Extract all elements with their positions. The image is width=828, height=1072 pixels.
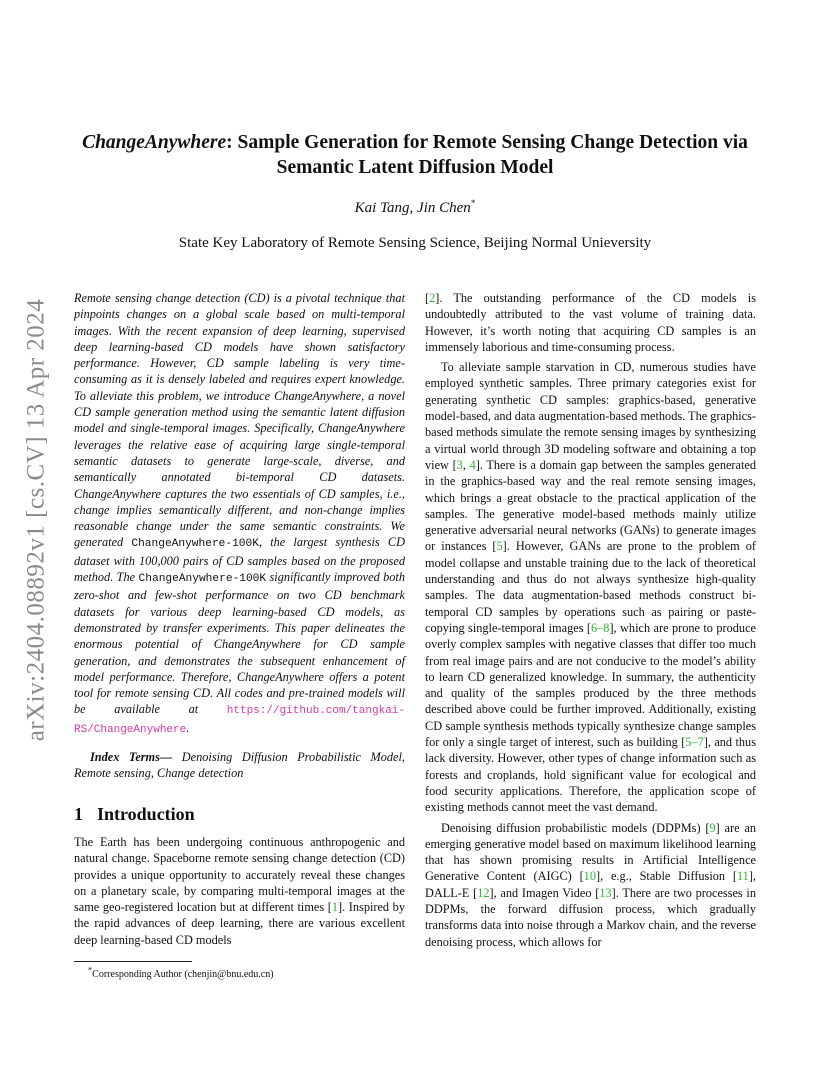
text-run: ]. However, GANs are prone to the problem of model collapse and unstable training due to the lack of theoretical understanding and thus do not always synthesize high-quality samples. The data augmentation-based methods construct bi-temporal CD samples by operations such as pairing or paste-copying single-temporal images [: [425, 539, 756, 635]
text-run: Denoising diffusion probabilistic models (DDPMs) [: [441, 820, 710, 835]
citation-link[interactable]: 9: [709, 820, 716, 835]
paper-title: [70, 130, 760, 180]
repo-link[interactable]: https://github.com/tangkai-RS/ChangeAnywhere: [74, 705, 405, 736]
citation-link[interactable]: 1: [331, 900, 339, 915]
citation-link[interactable]: 3: [456, 457, 463, 472]
text-run: ]. There are two processes in DDPMs, the forward diffusion process, which gradually transforms data into noise through a Markov chain, and the reverse denoising process, which allows for: [425, 885, 756, 949]
citation-link[interactable]: 5–7: [685, 735, 704, 750]
abstract-end: .: [186, 720, 190, 735]
footnote: [74, 961, 405, 980]
index-terms-label: Index Terms—: [90, 750, 173, 765]
abstract-text-2: , the largest synthesis CD dataset with 100,000 pairs of CD samples based on the proposed method. The: [74, 535, 405, 585]
text-run: ], DALL-E [: [425, 869, 756, 900]
dataset-name-code: ChangeAnywhere-100K: [131, 538, 259, 551]
citation-link[interactable]: 13: [599, 885, 612, 900]
title-rest: : Sample Generation for Remote Sensing Change Detection via Semantic Latent Diffusion Model: [226, 132, 748, 178]
text-run: ], which are prone to produce overly complex samples with negative classes that differ too much from real image pairs and are not conducive to the model’s ability to learn CD generalized knowledge. In summary, the authenticity and quality of the samples produced by the three methods described above could be further improved. Additionally, existing CD sample synthesis methods typically synthesize change samples for only a single target of interest, such as building [: [425, 620, 756, 750]
abstract-text-1: Remote sensing change detection (CD) is a pivotal technique that pinpoints changes on a global scale based on multi-temporal images. With the recent expansion of deep learning, supervised deep learning-based CD models have shown satisfactory performance. However, CD sample labeling is very time-consuming as it is densely labeled and requires expert knowledge. To alleviate this problem, we introduce ChangeAnywhere, a novel CD sample generation method using the semantic latent diffusion model and single-temporal images. Specifically, ChangeAnywhere leverages the relative ease of acquiring large single-temporal semantic datasets to generate large-scale, diverse, and semantically annotated bi-temporal CD datasets. ChangeAnywhere captures the two essentials of CD samples, i.e., change implies semantically different, and non-change implies reasonable change under the same semantic constraints. We generated: [74, 291, 405, 550]
dataset-name-code: ChangeAnywhere-100K: [138, 573, 267, 586]
citation-link[interactable]: 12: [477, 885, 490, 900]
left-column: [74, 290, 405, 948]
section-title: Introduction: [97, 803, 195, 824]
affiliation: State Key Laboratory of Remote Sensing Science, Beijing Normal Unieversity: [178, 235, 652, 251]
arxiv-stamp: [20, 285, 52, 755]
text-run: ]. There is a domain gap between the samples generated in the graphics-based way and the real remote sensing images, which brings a great obstacle to the practical application of the samples. The generative model-based methods mainly utilize generative adversarial neural networks (GANs) to generate images or instances [: [425, 457, 757, 554]
abstract: [74, 290, 405, 738]
title-italic: ChangeAnywhere: [82, 132, 227, 153]
footnote-text: Corresponding Author (chenjin@bnu.edu.cn): [92, 969, 274, 981]
text-run: The Earth has been undergoing continuous anthropogenic and natural change. Spaceborne remote sensing change detection (CD) provides a unique opportunity to accurately reveal these changes on a planetary scale, by comparing multi-temporal images at the same geo-registered location but at different times [: [74, 834, 405, 915]
paragraph: [425, 290, 756, 355]
index-terms-text: Denoising Diffusion Probabilistic Model, Remote sensing, Change detection: [74, 750, 406, 781]
text-run: ], and Imagen Video [: [489, 885, 600, 900]
citation-link[interactable]: 4: [469, 457, 476, 472]
footnote-mark: *: [88, 966, 93, 975]
text-run: ,: [462, 457, 470, 472]
citation-link[interactable]: 6–8: [591, 620, 610, 635]
author-names: Kai Tang, Jin Chen: [354, 200, 471, 216]
author-mark: *: [470, 198, 476, 208]
text-run: ] are an emerging generative model based on maximum likelihood learning that has shown promising results in Artificial Intelligence Generative Content (AIGC) [: [425, 820, 756, 884]
text-run: [: [425, 291, 430, 305]
footnote-rule: [74, 961, 192, 962]
section-number: 1: [74, 803, 83, 824]
citation-link[interactable]: 10: [583, 869, 596, 884]
text-run: ], e.g., Stable Diffusion [: [595, 869, 737, 884]
citation-link[interactable]: 2: [429, 291, 436, 305]
citation-link[interactable]: 5: [496, 539, 503, 554]
paragraph: [425, 359, 756, 815]
intro-paragraph: [74, 834, 405, 948]
arxiv-id: arXiv:2404.08892v1 [cs.CV] 13 Apr 2024: [22, 298, 50, 742]
text-run: To alleviate sample starvation in CD, numerous studies have employed synthetic samples. Three primary categories exist for generating synthetic CD samples: graphics-based, generative model-based, and data augmentation-based methods. The graphics-based methods simulate the remote sensing images by synthesizing a virtual world through 3D modeling software and obtaining a top view [: [425, 360, 757, 472]
paragraph: [425, 820, 756, 950]
right-column: [425, 290, 756, 950]
authors: [70, 198, 760, 217]
text-run: ]. The outstanding performance of the CD models is undoubtedly attributed to the vast volume of training data. However, it’s worth noting that acquiring CD samples is an immensely laborious and time-consuming process.: [425, 291, 756, 354]
index-terms: [74, 749, 405, 782]
text-run: ], and thus lack diversity. However, other types of change information such as forests and croplands, hold significant value for ecological and food security applications. Therefore, the application scope of existing methods cannot meet the vast demand.: [425, 735, 756, 815]
text-run: ]. Inspired by the rapid advances of deep learning, there are various excellent deep learning-based CD models: [74, 900, 405, 947]
abstract-text-3: significantly improved both zero-shot and few-shot performance on two CD benchmark datasets for various deep learning-based CD models, as demonstrated by transfer experiments. This paper delineates the enormous potential of ChangeAnywhere for CD sample generation, and demonstrates the subsequent enhancement of model performance. Therefore, ChangeAnywhere offers a potent tool for remote sensing CD. All codes and pre-trained models will be available at: [74, 570, 405, 717]
citation-link[interactable]: 11: [736, 869, 749, 884]
section-heading: [74, 803, 405, 824]
